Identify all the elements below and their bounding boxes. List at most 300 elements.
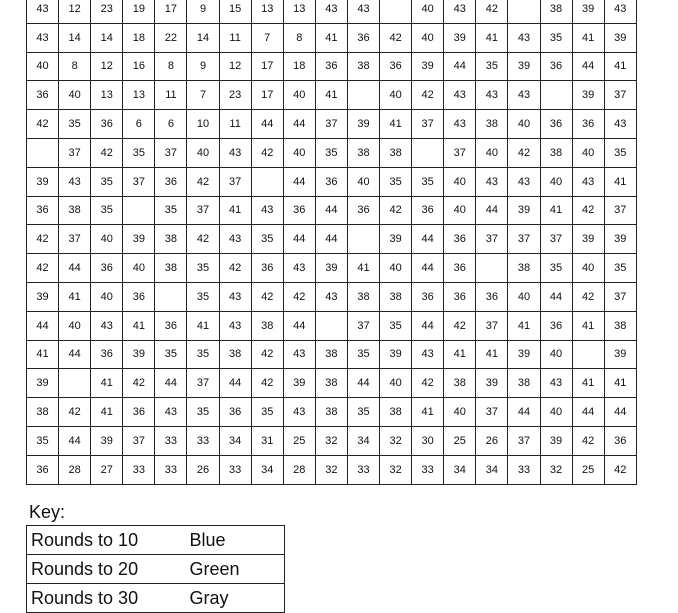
grid-cell: 35: [155, 340, 187, 369]
grid-cell: 42: [59, 398, 91, 427]
grid-cell: 39: [380, 225, 412, 254]
grid-cell: [59, 369, 91, 398]
grid-cell: 14: [59, 23, 91, 52]
grid-cell: 42: [251, 282, 283, 311]
grid-cell: 37: [508, 225, 540, 254]
grid-cell: 42: [380, 23, 412, 52]
grid-cell: 35: [187, 340, 219, 369]
grid-cell: 36: [123, 282, 155, 311]
grid-cell: [251, 167, 283, 196]
key-row: [27, 555, 285, 584]
grid-cell: 44: [251, 110, 283, 139]
grid-cell: 33: [123, 455, 155, 484]
grid-cell: 44: [283, 311, 315, 340]
grid-cell: 38: [540, 0, 572, 23]
grid-cell: 43: [508, 167, 540, 196]
grid-cell: 39: [27, 369, 59, 398]
grid-cell: 43: [283, 340, 315, 369]
grid-cell: [412, 138, 444, 167]
grid-cell: 37: [315, 110, 347, 139]
grid-cell: 42: [380, 196, 412, 225]
grid-cell: 37: [604, 196, 636, 225]
grid-cell: 40: [444, 167, 476, 196]
grid-cell: 43: [347, 0, 379, 23]
grid-cell: 44: [604, 398, 636, 427]
grid-cell: 44: [283, 167, 315, 196]
grid-cell: 38: [380, 282, 412, 311]
grid-cell: 44: [59, 254, 91, 283]
grid-cell: 36: [347, 23, 379, 52]
grid-cell: 44: [219, 369, 251, 398]
grid-cell: 9: [187, 52, 219, 81]
grid-cell: 40: [91, 225, 123, 254]
grid-cell: 23: [219, 81, 251, 110]
grid-cell: 37: [412, 110, 444, 139]
grid-row: [27, 254, 637, 283]
grid-cell: 38: [347, 138, 379, 167]
grid-cell: 36: [444, 225, 476, 254]
grid-cell: 13: [123, 81, 155, 110]
grid-cell: 42: [91, 138, 123, 167]
grid-cell: 39: [540, 426, 572, 455]
grid-cell: 13: [91, 81, 123, 110]
grid-row: [27, 311, 637, 340]
grid-row: [27, 225, 637, 254]
grid-cell: 43: [444, 110, 476, 139]
grid-cell: 40: [412, 23, 444, 52]
grid-cell: [572, 340, 604, 369]
grid-cell: 43: [27, 23, 59, 52]
grid-cell: 32: [315, 455, 347, 484]
grid-cell: 43: [604, 0, 636, 23]
grid-cell: 40: [27, 52, 59, 81]
grid-cell: 37: [187, 369, 219, 398]
grid-cell: 44: [540, 282, 572, 311]
grid-cell: 36: [91, 110, 123, 139]
grid-cell: 37: [508, 426, 540, 455]
grid-cell: 43: [476, 81, 508, 110]
grid-cell: 43: [219, 282, 251, 311]
grid-cell: 42: [604, 455, 636, 484]
grid-cell: 43: [508, 81, 540, 110]
key-range: Rounds to 10: [27, 526, 186, 555]
grid-cell: 39: [508, 52, 540, 81]
grid-cell: 44: [155, 369, 187, 398]
grid-cell: 43: [155, 398, 187, 427]
key-color: Gray: [186, 584, 285, 613]
grid-cell: 42: [572, 196, 604, 225]
grid-cell: 40: [380, 254, 412, 283]
grid-row: [27, 426, 637, 455]
grid-cell: 23: [91, 0, 123, 23]
grid-row: [27, 398, 637, 427]
grid-cell: 40: [123, 254, 155, 283]
grid-cell: 17: [251, 52, 283, 81]
grid-cell: 37: [476, 225, 508, 254]
grid-cell: 38: [380, 398, 412, 427]
grid-cell: 35: [91, 196, 123, 225]
grid-cell: 40: [572, 254, 604, 283]
grid-cell: 43: [251, 196, 283, 225]
grid-cell: 43: [508, 23, 540, 52]
grid-row: [27, 138, 637, 167]
grid-cell: 43: [412, 340, 444, 369]
grid-cell: 40: [59, 81, 91, 110]
grid-cell: 38: [380, 138, 412, 167]
grid-cell: 42: [27, 110, 59, 139]
grid-cell: 13: [283, 0, 315, 23]
grid-cell: 40: [540, 167, 572, 196]
grid-cell: 36: [315, 167, 347, 196]
key-label: Key:: [29, 502, 66, 522]
grid-cell: 37: [444, 138, 476, 167]
grid-cell: 25: [444, 426, 476, 455]
grid-row: [27, 110, 637, 139]
grid-cell: 41: [476, 340, 508, 369]
grid-cell: 36: [476, 282, 508, 311]
grid-cell: 35: [347, 340, 379, 369]
grid-cell: 10: [187, 110, 219, 139]
grid-cell: 35: [347, 398, 379, 427]
grid-cell: [508, 0, 540, 23]
grid-cell: 44: [59, 426, 91, 455]
number-grid: [26, 0, 637, 485]
grid-cell: 37: [604, 282, 636, 311]
grid-cell: 35: [604, 254, 636, 283]
grid-cell: 15: [219, 0, 251, 23]
grid-cell: 38: [315, 398, 347, 427]
grid-cell: 41: [572, 311, 604, 340]
grid-cell: 44: [444, 52, 476, 81]
grid-cell: 39: [476, 369, 508, 398]
grid-row: [27, 23, 637, 52]
grid-cell: 43: [604, 110, 636, 139]
grid-cell: 22: [155, 23, 187, 52]
grid-cell: 36: [283, 196, 315, 225]
grid-cell: 40: [444, 398, 476, 427]
grid-cell: 36: [572, 110, 604, 139]
grid-cell: 41: [508, 311, 540, 340]
grid-cell: 39: [508, 196, 540, 225]
grid-cell: 38: [347, 282, 379, 311]
grid-cell: 42: [412, 369, 444, 398]
grid-cell: 38: [315, 340, 347, 369]
grid-cell: 40: [572, 138, 604, 167]
grid-cell: 43: [283, 254, 315, 283]
grid-cell: 31: [251, 426, 283, 455]
grid-cell: 37: [123, 167, 155, 196]
grid-cell: 39: [380, 340, 412, 369]
grid-cell: 43: [444, 0, 476, 23]
key-range: Rounds to 20: [27, 555, 186, 584]
grid-cell: 37: [123, 426, 155, 455]
grid-cell: 35: [91, 167, 123, 196]
grid-cell: 35: [380, 311, 412, 340]
grid-cell: 39: [27, 282, 59, 311]
key-range: Rounds to 30: [27, 584, 186, 613]
grid-cell: 42: [283, 282, 315, 311]
grid-cell: 43: [315, 282, 347, 311]
grid-cell: 43: [59, 167, 91, 196]
grid-cell: 25: [572, 455, 604, 484]
grid-cell: 18: [123, 23, 155, 52]
grid-cell: 39: [123, 340, 155, 369]
grid-cell: 36: [347, 196, 379, 225]
grid-cell: 44: [572, 52, 604, 81]
grid-cell: 35: [476, 52, 508, 81]
grid-cell: 40: [380, 81, 412, 110]
grid-cell: 35: [412, 167, 444, 196]
grid-cell: 34: [444, 455, 476, 484]
grid-cell: 37: [219, 167, 251, 196]
grid-cell: 35: [251, 398, 283, 427]
grid-cell: 41: [27, 340, 59, 369]
grid-cell: 35: [540, 254, 572, 283]
grid-row: [27, 52, 637, 81]
grid-cell: 34: [476, 455, 508, 484]
grid-cell: 40: [283, 81, 315, 110]
grid-cell: 39: [123, 225, 155, 254]
grid-cell: 32: [315, 426, 347, 455]
grid-cell: 37: [59, 138, 91, 167]
grid-cell: 39: [27, 167, 59, 196]
grid-cell: 14: [91, 23, 123, 52]
grid-cell: 37: [540, 225, 572, 254]
grid-cell: 41: [604, 167, 636, 196]
grid-cell: 41: [380, 110, 412, 139]
grid-cell: 39: [604, 225, 636, 254]
grid-cell: 17: [251, 81, 283, 110]
grid-cell: 40: [283, 138, 315, 167]
grid-cell: 42: [251, 340, 283, 369]
grid-cell: 39: [283, 369, 315, 398]
grid-cell: 44: [572, 398, 604, 427]
grid-cell: 36: [604, 426, 636, 455]
grid-cell: 38: [315, 369, 347, 398]
grid-cell: 42: [476, 0, 508, 23]
grid-cell: 39: [444, 23, 476, 52]
grid-cell: 40: [59, 311, 91, 340]
grid-cell: 34: [347, 426, 379, 455]
grid-cell: 38: [219, 340, 251, 369]
grid-cell: 11: [155, 81, 187, 110]
grid-cell: 42: [251, 138, 283, 167]
grid-cell: 35: [27, 426, 59, 455]
grid-cell: 40: [347, 167, 379, 196]
grid-cell: 38: [476, 110, 508, 139]
grid-cell: 39: [604, 340, 636, 369]
grid-cell: 42: [187, 167, 219, 196]
grid-cell: 41: [444, 340, 476, 369]
grid-cell: 41: [91, 398, 123, 427]
grid-cell: 32: [540, 455, 572, 484]
grid-cell: 42: [572, 282, 604, 311]
grid-cell: [380, 0, 412, 23]
grid-cell: 36: [315, 52, 347, 81]
grid-cell: 39: [604, 23, 636, 52]
grid-cell: 18: [283, 52, 315, 81]
key-row: [27, 526, 285, 555]
grid-cell: 12: [219, 52, 251, 81]
grid-cell: 19: [123, 0, 155, 23]
grid-cell: 42: [27, 254, 59, 283]
grid-cell: 42: [412, 81, 444, 110]
grid-cell: 44: [283, 110, 315, 139]
grid-cell: 33: [155, 455, 187, 484]
grid-cell: 44: [315, 196, 347, 225]
grid-cell: 38: [59, 196, 91, 225]
grid-cell: 33: [347, 455, 379, 484]
grid-cell: 39: [572, 225, 604, 254]
grid-cell: 36: [91, 254, 123, 283]
grid-cell: 36: [540, 52, 572, 81]
grid-cell: 41: [540, 196, 572, 225]
grid-cell: [347, 225, 379, 254]
grid-cell: 37: [187, 196, 219, 225]
grid-cell: 36: [412, 196, 444, 225]
grid-cell: 42: [27, 225, 59, 254]
grid-cell: 9: [187, 0, 219, 23]
grid-cell: 41: [315, 81, 347, 110]
grid-cell: [27, 138, 59, 167]
grid-cell: 17: [155, 0, 187, 23]
grid-cell: 44: [347, 369, 379, 398]
grid-cell: 35: [540, 23, 572, 52]
key-color: Green: [186, 555, 285, 584]
grid-cell: 36: [27, 196, 59, 225]
grid-cell: 43: [91, 311, 123, 340]
grid-cell: 28: [59, 455, 91, 484]
grid-cell: 42: [123, 369, 155, 398]
grid-cell: [476, 254, 508, 283]
grid-cell: 40: [444, 196, 476, 225]
grid-cell: 35: [187, 398, 219, 427]
grid-cell: 43: [315, 0, 347, 23]
grid-cell: 44: [27, 311, 59, 340]
grid-cell: 41: [604, 369, 636, 398]
grid-cell: 36: [219, 398, 251, 427]
grid-row: [27, 282, 637, 311]
grid-cell: 36: [540, 110, 572, 139]
grid-cell: 40: [187, 138, 219, 167]
grid-cell: 39: [572, 81, 604, 110]
grid-cell: 33: [187, 426, 219, 455]
grid-cell: 37: [476, 398, 508, 427]
grid-cell: 40: [508, 110, 540, 139]
grid-row: [27, 196, 637, 225]
grid-cell: 27: [91, 455, 123, 484]
grid-cell: 36: [27, 455, 59, 484]
grid-cell: 37: [476, 311, 508, 340]
grid-cell: 35: [59, 110, 91, 139]
grid-cell: 44: [412, 225, 444, 254]
grid-cell: 37: [347, 311, 379, 340]
grid-cell: 39: [91, 426, 123, 455]
grid-cell: 36: [444, 282, 476, 311]
grid-cell: 6: [155, 110, 187, 139]
grid-cell: 38: [27, 398, 59, 427]
grid-cell: 28: [283, 455, 315, 484]
grid-cell: 6: [123, 110, 155, 139]
grid-cell: 32: [380, 426, 412, 455]
grid-cell: 35: [123, 138, 155, 167]
grid-cell: 36: [412, 282, 444, 311]
grid-cell: 33: [155, 426, 187, 455]
grid-cell: 16: [123, 52, 155, 81]
grid-cell: 43: [283, 398, 315, 427]
grid-cell: 44: [315, 225, 347, 254]
grid-cell: 11: [219, 110, 251, 139]
grid-cell: 41: [123, 311, 155, 340]
grid-cell: 41: [572, 23, 604, 52]
grid-cell: 40: [412, 0, 444, 23]
key-color: Blue: [186, 526, 285, 555]
grid-cell: 42: [219, 254, 251, 283]
grid-row: [27, 369, 637, 398]
grid-cell: 43: [444, 81, 476, 110]
grid-cell: [315, 311, 347, 340]
grid-cell: 41: [347, 254, 379, 283]
grid-cell: 35: [155, 196, 187, 225]
grid-cell: 38: [540, 138, 572, 167]
grid-cell: 37: [604, 81, 636, 110]
grid-row: [27, 455, 637, 484]
grid-cell: 36: [540, 311, 572, 340]
grid-cell: [123, 196, 155, 225]
grid-cell: 44: [412, 254, 444, 283]
grid-cell: [155, 282, 187, 311]
grid-cell: 43: [219, 138, 251, 167]
grid-cell: 35: [380, 167, 412, 196]
grid-cell: 41: [412, 398, 444, 427]
grid-cell: 7: [251, 23, 283, 52]
grid-cell: 35: [251, 225, 283, 254]
grid-cell: 36: [27, 81, 59, 110]
grid-cell: 38: [508, 369, 540, 398]
grid-cell: 30: [412, 426, 444, 455]
grid-cell: 40: [540, 398, 572, 427]
grid-cell: 44: [476, 196, 508, 225]
grid-cell: [347, 81, 379, 110]
grid-cell: 34: [251, 455, 283, 484]
grid-cell: 12: [59, 0, 91, 23]
grid-cell: 40: [380, 369, 412, 398]
grid-cell: 12: [91, 52, 123, 81]
grid-cell: 39: [347, 110, 379, 139]
grid-cell: 40: [91, 282, 123, 311]
grid-cell: 33: [412, 455, 444, 484]
grid-cell: [540, 81, 572, 110]
grid-cell: 33: [219, 455, 251, 484]
grid-cell: 40: [476, 138, 508, 167]
grid-cell: 36: [380, 52, 412, 81]
grid-cell: 40: [540, 340, 572, 369]
grid-cell: 38: [347, 52, 379, 81]
grid-cell: 25: [283, 426, 315, 455]
grid-cell: 26: [187, 455, 219, 484]
grid-cell: 38: [155, 254, 187, 283]
grid-cell: 42: [251, 369, 283, 398]
grid-cell: 34: [219, 426, 251, 455]
grid-cell: 36: [91, 340, 123, 369]
grid-cell: 38: [508, 254, 540, 283]
grid-cell: 43: [219, 311, 251, 340]
grid-cell: 39: [508, 340, 540, 369]
grid-cell: 35: [187, 254, 219, 283]
grid-cell: 42: [508, 138, 540, 167]
grid-cell: 44: [59, 340, 91, 369]
grid-cell: 43: [476, 167, 508, 196]
